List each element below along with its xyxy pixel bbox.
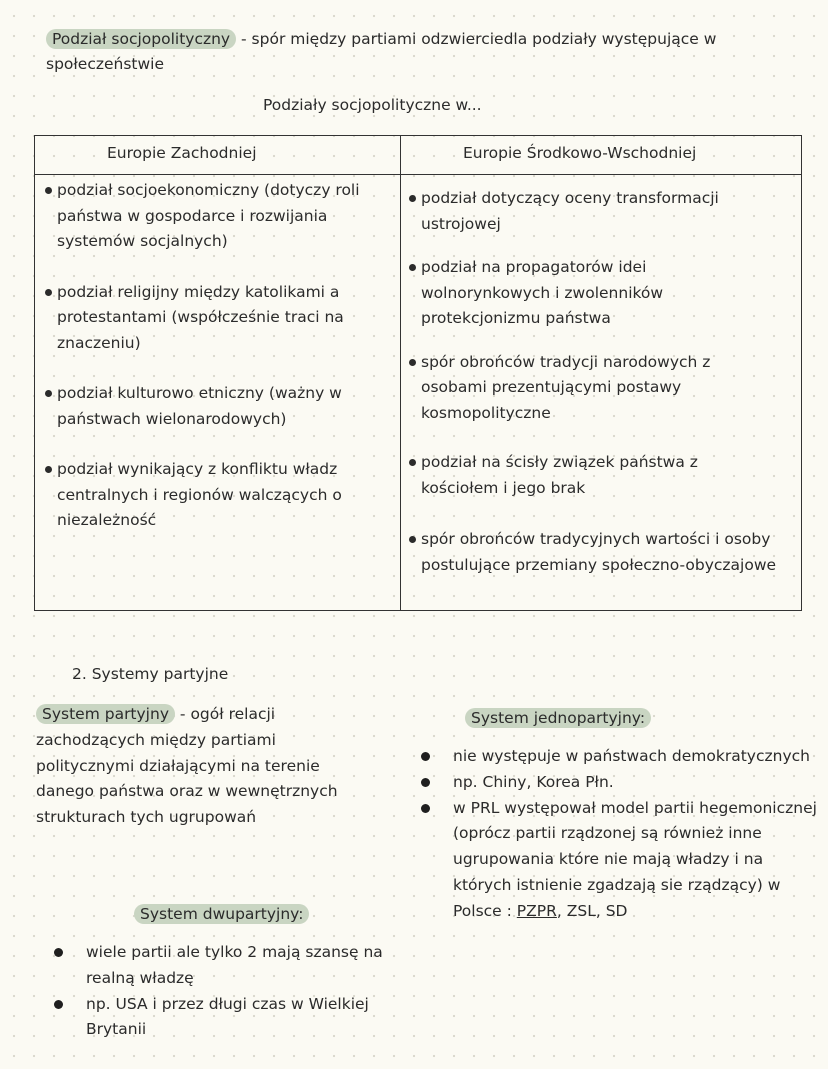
west-europe-cell — [45, 178, 385, 534]
east-item — [409, 450, 779, 501]
intro-term: Podział socjopolityczny — [46, 29, 236, 49]
west-europe-header: Europie Zachodniej — [107, 144, 257, 162]
intro-definition — [46, 27, 786, 77]
bullet-icon — [421, 778, 430, 787]
list-item-text: wiele partii ale tylko 2 mają szansę na realną władzę — [86, 943, 383, 987]
definition-text: - ogół relacji zachodzących między partiami politycznymi działającymi na terenie danego państwa oraz w wewnętrznych strukturach tych ugrupowań — [36, 705, 338, 827]
list-item — [421, 770, 821, 796]
bullet-icon — [45, 289, 52, 296]
east-item — [409, 186, 779, 237]
west-item-text: podział wynikający z konfliktu władz centralnych i regionów walczących o niezależność — [57, 460, 342, 529]
east-europe-cell — [409, 186, 779, 578]
list-item — [421, 744, 821, 770]
table-subtitle: Podziały socjopolityczne w... — [263, 96, 482, 114]
west-item — [45, 457, 385, 534]
one-party-system-label — [465, 706, 651, 731]
east-europe-header: Europie Środkowo-Wschodniej — [463, 144, 697, 162]
party-system-definition — [36, 702, 366, 831]
list-item-text: w PRL występował model partii hegemonicznej (oprócz partii rządzonej są również inne ugrupowania które nie mają władzy i na których istnienie zgadzają sie rządzący) w Polsce : — [453, 798, 817, 920]
bullet-icon — [409, 195, 416, 202]
east-item-text: podział dotyczący oceny transformacji ustrojowej — [421, 189, 719, 233]
bullet-icon — [421, 804, 430, 813]
west-item-text: podział socjoekonomiczny (dotyczy roli państwa w gospodarce i rozwijania systemów socjalnych) — [57, 181, 360, 250]
list-item-text: np. USA i przez długi czas w Wielkiej Brytanii — [86, 994, 369, 1039]
west-item — [45, 178, 385, 255]
pzpr-text: PZPR — [516, 901, 557, 920]
east-item-text: spór obrońców tradycyjnych wartości i osoby postulujące przemiany społeczno-obyczajowe — [421, 530, 777, 574]
west-item-text: podział religijny między katolikami a protestantami (współcześnie traci na znaczeniu) — [57, 282, 344, 352]
bullet-icon — [54, 948, 63, 957]
intro-definition-text: - spór między partiami odzwierciedla podziały występujące w społeczeństwie — [46, 30, 717, 73]
bullet-icon — [409, 359, 416, 366]
divisions-table — [34, 135, 802, 611]
list-item-text: np. Chiny, Korea Płn. — [453, 772, 614, 791]
one-party-list — [421, 744, 821, 925]
bullet-icon — [54, 1000, 63, 1009]
east-item — [409, 527, 779, 578]
one-party-label-text: System jednopartyjny: — [465, 708, 651, 728]
east-item — [409, 350, 779, 427]
list-item — [421, 796, 821, 925]
list-item-text: nie występuje w państwach demokratycznych — [453, 747, 810, 765]
east-item-text: podział na ścisły związek państwa z kościołem i jego brak — [421, 453, 698, 497]
west-item — [45, 381, 385, 432]
east-item-text: spór obrońców tradycji narodowych z osobami prezentującymi postawy kosmopolityczne — [421, 352, 711, 422]
definition-term: System partyjny — [36, 704, 175, 724]
two-party-system-label — [134, 902, 309, 927]
bullet-icon — [409, 536, 416, 543]
table-column-divider — [400, 136, 401, 610]
west-item-text: podział kulturowo etniczny (ważny w państwach wielonarodowych) — [57, 384, 342, 428]
east-item-text: podział na propagatorów idei wolnorynkowych i zwolenników protekcjonizmu państwa — [421, 258, 664, 327]
bullet-icon — [45, 187, 52, 194]
table-header-divider — [35, 174, 801, 175]
west-item — [45, 280, 385, 357]
bullet-icon — [409, 264, 416, 271]
bullet-icon — [409, 459, 416, 466]
two-party-label-text: System dwupartyjny: — [134, 904, 309, 924]
list-item — [54, 940, 414, 992]
bullet-icon — [421, 752, 430, 761]
list-item — [54, 992, 414, 1044]
bullet-icon — [45, 466, 52, 473]
parties-rest-text: , ZSL, SD — [556, 901, 628, 920]
east-item — [409, 255, 779, 332]
bullet-icon — [45, 390, 52, 397]
section-heading: 2. Systemy partyjne — [72, 665, 229, 683]
two-party-list — [54, 940, 414, 1043]
